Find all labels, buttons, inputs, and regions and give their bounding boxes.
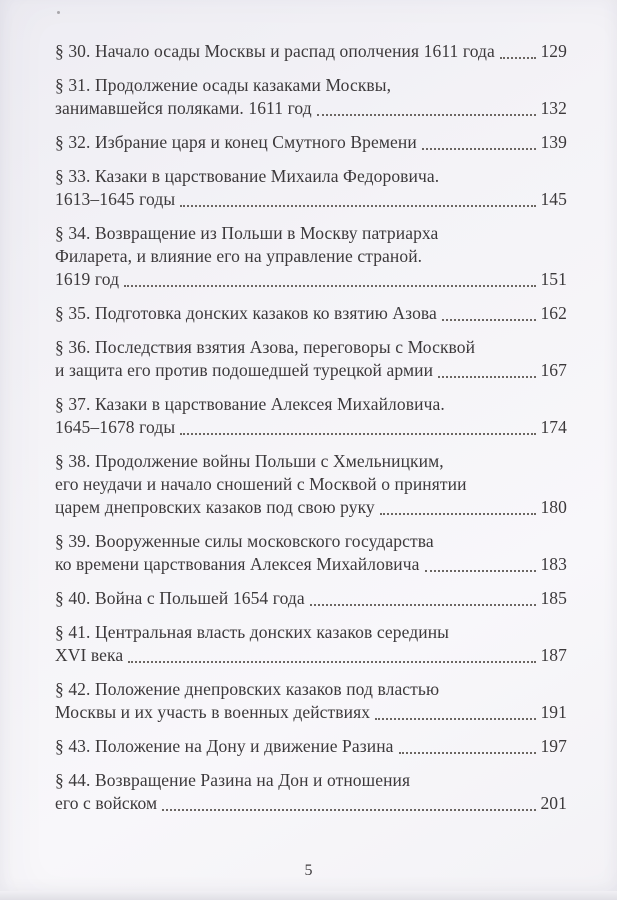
dot-leader: [180, 433, 536, 435]
toc-entry-text: § 35. Подготовка донских казаков ко взятию Азова: [55, 303, 437, 323]
dot-leader: [375, 718, 536, 720]
footer-page-number: 5: [304, 862, 313, 879]
toc-entry-line: [55, 587, 567, 610]
dot-leader: [124, 285, 536, 287]
toc-entry-page-number: 187: [540, 645, 567, 665]
toc-entry: [55, 393, 567, 439]
toc-entry-text: и защита его против подошедшей турецкой армии: [55, 360, 434, 380]
dot-leader: [425, 570, 537, 572]
toc-entry-page-number: 191: [540, 702, 567, 722]
toc-entry-text: § 30. Начало осады Москвы и распад ополчения 1611 года: [55, 41, 495, 61]
toc-entry-text: § 31. Продолжение осады казаками Москвы,: [55, 75, 392, 95]
toc-entry-text: его неудачи и начало сношений с Москвой о принятии: [55, 474, 467, 494]
toc-entry-text: занимавшейся поляками. 1611 год: [55, 98, 312, 118]
toc-entry-line: [55, 530, 567, 553]
toc-entry-page-number: 167: [540, 360, 567, 380]
dot-leader: [399, 752, 537, 754]
toc-entry: [55, 74, 567, 120]
toc-entry-line: [55, 302, 567, 325]
toc-entry-page-number: 139: [540, 132, 567, 152]
toc-entry-text: § 32. Избрание царя и конец Смутного Времени: [55, 132, 417, 152]
table-of-contents: [55, 40, 567, 826]
toc-entry-text: § 38. Продолжение войны Польши с Хмельницким,: [55, 451, 444, 471]
toc-entry-text: § 40. Война с Польшей 1654 года: [55, 588, 305, 608]
toc-entry-page-number: 151: [540, 269, 567, 289]
dot-leader: [442, 319, 537, 321]
toc-entry-text: 1613–1645 годы: [55, 189, 176, 209]
toc-entry-page-number: 197: [540, 736, 567, 756]
toc-entry-line: [55, 97, 567, 120]
toc-entry-line: [55, 701, 567, 724]
toc-entry-page-number: 185: [540, 588, 567, 608]
dot-leader: [128, 661, 536, 663]
dot-leader: [422, 148, 537, 150]
dot-leader: [317, 114, 537, 116]
dot-leader: [438, 376, 536, 378]
toc-entry-text: ко времени царствования Алексея Михайловича: [55, 554, 420, 574]
toc-entry-line: [55, 336, 567, 359]
toc-entry-line: [55, 359, 567, 382]
toc-entry-page-number: 174: [540, 417, 567, 437]
toc-entry-text: 1619 год: [55, 269, 120, 289]
toc-entry-line: [55, 792, 567, 815]
toc-entry: [55, 735, 567, 758]
toc-entry-line: [55, 496, 567, 519]
toc-entry-line: [55, 769, 567, 792]
toc-entry: [55, 621, 567, 667]
toc-entry-line: [55, 450, 567, 473]
toc-entry-line: [55, 165, 567, 188]
toc-entry: [55, 40, 567, 63]
toc-entry: [55, 336, 567, 382]
toc-entry-text: Филарета, и влияние его на управление страной.: [55, 246, 423, 266]
toc-entry-text: § 34. Возвращение из Польши в Москву патриарха: [55, 223, 439, 243]
toc-entry: [55, 587, 567, 610]
toc-entry: [55, 302, 567, 325]
toc-entry: [55, 769, 567, 815]
toc-entry: [55, 222, 567, 291]
toc-entry-page-number: 132: [540, 98, 567, 118]
toc-entry-line: [55, 393, 567, 416]
toc-entry: [55, 678, 567, 724]
toc-entry-text: § 41. Центральная власть донских казаков середины: [55, 622, 450, 642]
toc-entry-line: [55, 553, 567, 576]
dot-leader: [380, 513, 537, 515]
toc-entry-page-number: 162: [540, 303, 567, 323]
dust-speck: [57, 11, 60, 14]
page-footer: [0, 862, 617, 880]
toc-entry-text: Москвы и их участь в военных действиях: [55, 702, 371, 722]
dot-leader: [180, 205, 536, 207]
page-bottom-edge: [0, 891, 617, 900]
toc-entry-page-number: 180: [540, 497, 567, 517]
toc-entry-text: § 44. Возвращение Разина на Дон и отношения: [55, 770, 411, 790]
toc-entry-text: § 36. Последствия взятия Азова, переговоры с Москвой: [55, 337, 476, 357]
toc-entry-page-number: 145: [540, 189, 567, 209]
toc-entry-text: § 39. Вооруженные силы московского государства: [55, 531, 434, 551]
toc-entry-line: [55, 268, 567, 291]
toc-entry-text: его с войском: [55, 793, 158, 813]
toc-entry-text: царем днепровских казаков под свою руку: [55, 497, 375, 517]
toc-entry-line: [55, 245, 567, 268]
toc-entry: [55, 450, 567, 519]
dot-leader: [162, 809, 536, 811]
toc-entry-text: § 42. Положение днепровских казаков под властью: [55, 679, 440, 699]
toc-entry-line: [55, 644, 567, 667]
toc-entry: [55, 530, 567, 576]
toc-entry-page-number: 201: [540, 793, 567, 813]
toc-entry-line: [55, 131, 567, 154]
toc-entry-page-number: 183: [540, 554, 567, 574]
toc-entry-text: 1645–1678 годы: [55, 417, 176, 437]
toc-entry-line: [55, 416, 567, 439]
toc-entry-page-number: 129: [540, 41, 567, 61]
toc-entry: [55, 165, 567, 211]
toc-entry-line: [55, 621, 567, 644]
dot-leader: [310, 604, 537, 606]
toc-entry-line: [55, 678, 567, 701]
toc-entry-text: § 43. Положение на Дону и движение Разина: [55, 736, 394, 756]
toc-entry-line: [55, 222, 567, 245]
toc-entry-text: § 33. Казаки в царствование Михаила Федоровича.: [55, 166, 440, 186]
toc-entry: [55, 131, 567, 154]
dot-leader: [500, 57, 537, 59]
toc-entry-text: XVI века: [55, 645, 124, 665]
toc-entry-text: § 37. Казаки в царствование Алексея Михайловича.: [55, 394, 445, 414]
toc-entry-line: [55, 74, 567, 97]
toc-entry-line: [55, 188, 567, 211]
toc-entry-line: [55, 473, 567, 496]
toc-entry-line: [55, 40, 567, 63]
toc-entry-line: [55, 735, 567, 758]
